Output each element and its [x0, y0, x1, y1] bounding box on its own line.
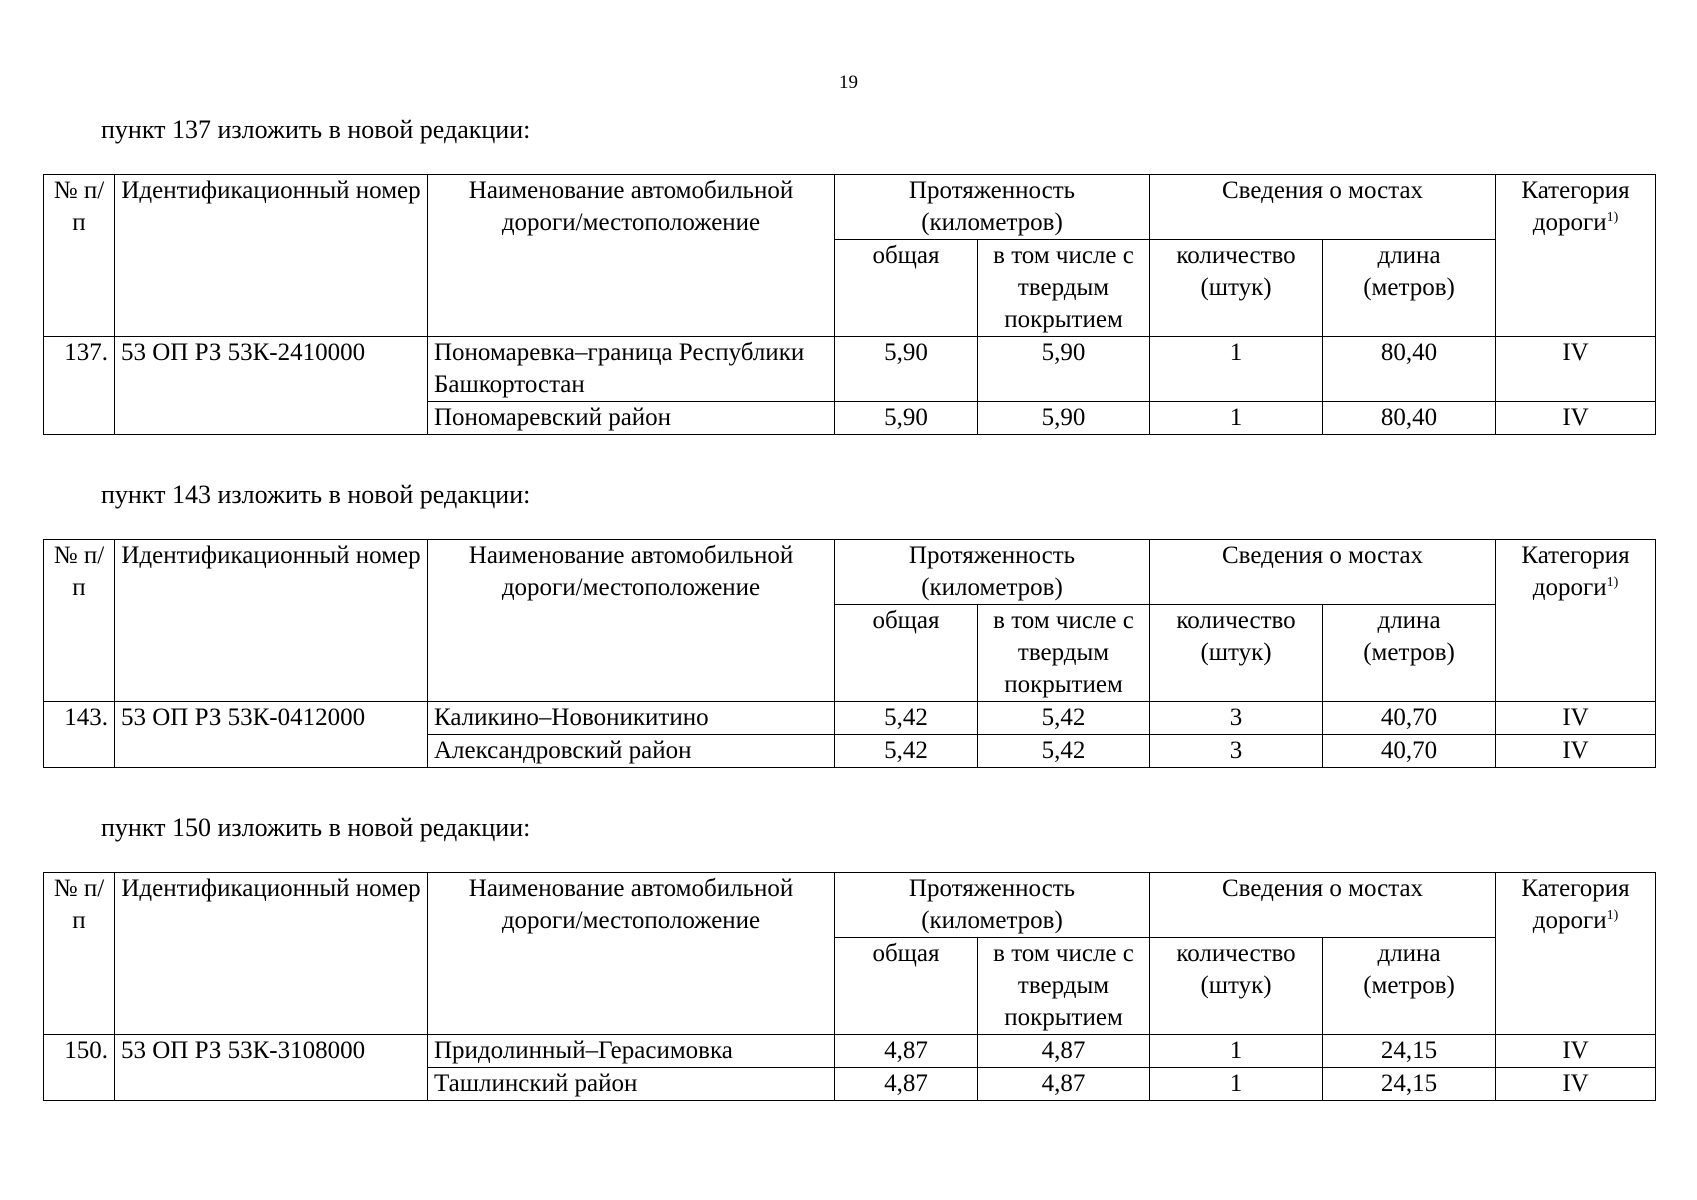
bridges-length: 40,70: [1323, 702, 1496, 735]
col-header-length-total: общая: [835, 605, 978, 702]
col-header-bridges: Сведения о мостах: [1150, 873, 1496, 938]
col-header-length-total: общая: [835, 938, 978, 1035]
header-row: [44, 540, 1656, 605]
col-header-category: Категория дороги$^{1)}$: [1496, 540, 1656, 702]
col-header-category: Категория дороги$^{1)}$: [1496, 175, 1656, 337]
col-header-length-paved: в том числе с твердым покрытием: [978, 605, 1150, 702]
footnote-mark: 1): [1606, 575, 1619, 590]
length-total: 5,42: [835, 735, 978, 768]
col-header-length: Протяженность (километров): [835, 873, 1150, 938]
col-header-bridges-count: количество (штук): [1150, 240, 1323, 337]
length-total: 5,90: [835, 402, 978, 435]
col-header-bridges-length: длина (метров): [1323, 938, 1496, 1035]
col-header-num: № п/п: [44, 540, 115, 702]
col-header-length: Протяженность (километров): [835, 175, 1150, 240]
table-row: [44, 702, 1656, 735]
col-header-name: Наименование автомобильной дороги/местоположение: [428, 873, 835, 1035]
length-paved: 5,90: [978, 337, 1150, 402]
roads-table: [43, 174, 1656, 435]
roads-table: [43, 539, 1656, 768]
col-header-length: Протяженность (километров): [835, 540, 1150, 605]
bridges-count: 3: [1150, 735, 1323, 768]
road-id: 53 ОП РЗ 53К-2410000: [115, 337, 428, 435]
road-location: Ташлинский район: [428, 1068, 835, 1101]
col-header-bridges: Сведения о мостах: [1150, 175, 1496, 240]
col-header-length-paved: в том числе с твердым покрытием: [978, 240, 1150, 337]
col-header-id: Идентификационный номер: [115, 873, 428, 1035]
length-paved: 4,87: [978, 1068, 1150, 1101]
col-header-num: № п/п: [44, 873, 115, 1035]
col-header-name: Наименование автомобильной дороги/местоположение: [428, 175, 835, 337]
road-id: 53 ОП РЗ 53К-3108000: [115, 1035, 428, 1101]
col-header-num: № п/п: [44, 175, 115, 337]
road-category: IV: [1496, 1035, 1656, 1068]
row-number: 150.: [44, 1035, 115, 1101]
road-id: 53 ОП РЗ 53К-0412000: [115, 702, 428, 768]
amendment-intro: пункт 137 изложить в новой редакции:: [101, 115, 531, 144]
amendment-section: [43, 811, 1655, 1101]
roads-table: [43, 872, 1656, 1101]
col-header-bridges-count: количество (штук): [1150, 605, 1323, 702]
row-number: 137.: [44, 337, 115, 435]
footnote-mark: 1): [1606, 210, 1619, 225]
length-paved: 4,87: [978, 1035, 1150, 1068]
length-paved: 5,90: [978, 402, 1150, 435]
road-location: Александровский район: [428, 735, 835, 768]
length-total: 5,42: [835, 702, 978, 735]
amendment-section: [43, 113, 1655, 435]
length-total: 4,87: [835, 1035, 978, 1068]
bridges-length: 80,40: [1323, 402, 1496, 435]
amendment-section: [43, 478, 1655, 768]
header-row: [44, 873, 1656, 938]
road-name: Придолинный–Герасимовка: [428, 1035, 835, 1068]
bridges-length: 80,40: [1323, 337, 1496, 402]
bridges-count: 1: [1150, 402, 1323, 435]
length-total: 4,87: [835, 1068, 978, 1101]
page-number: 19: [839, 72, 858, 93]
table-row: [44, 1035, 1656, 1068]
length-total: 5,90: [835, 337, 978, 402]
road-category: IV: [1496, 402, 1656, 435]
amendment-intro: пункт 150 изложить в новой редакции:: [101, 813, 531, 842]
bridges-length: 40,70: [1323, 735, 1496, 768]
length-paved: 5,42: [978, 702, 1150, 735]
col-header-length-paved: в том числе с твердым покрытием: [978, 938, 1150, 1035]
col-header-bridges-count: количество (штук): [1150, 938, 1323, 1035]
road-location: Пономаревский район: [428, 402, 835, 435]
amendment-intro: пункт 143 изложить в новой редакции:: [101, 480, 531, 509]
col-header-name: Наименование автомобильной дороги/местоположение: [428, 540, 835, 702]
col-header-id: Идентификационный номер: [115, 175, 428, 337]
road-category: IV: [1496, 1068, 1656, 1101]
bridges-count: 3: [1150, 702, 1323, 735]
row-number: 143.: [44, 702, 115, 768]
col-header-id: Идентификационный номер: [115, 540, 428, 702]
road-name: Пономаревка–граница Республики Башкортостан: [428, 337, 835, 402]
bridges-length: 24,15: [1323, 1035, 1496, 1068]
header-row: [44, 175, 1656, 240]
col-header-bridges-length: длина (метров): [1323, 605, 1496, 702]
footnote-mark: 1): [1606, 908, 1619, 923]
bridges-length: 24,15: [1323, 1068, 1496, 1101]
col-header-bridges-length: длина (метров): [1323, 240, 1496, 337]
bridges-count: 1: [1150, 1068, 1323, 1101]
table-row: [44, 337, 1656, 402]
col-header-length-total: общая: [835, 240, 978, 337]
road-category: IV: [1496, 735, 1656, 768]
road-name: Каликино–Новоникитино: [428, 702, 835, 735]
road-category: IV: [1496, 337, 1656, 402]
bridges-count: 1: [1150, 337, 1323, 402]
col-header-category: Категория дороги$^{1)}$: [1496, 873, 1656, 1035]
bridges-count: 1: [1150, 1035, 1323, 1068]
road-category: IV: [1496, 702, 1656, 735]
col-header-bridges: Сведения о мостах: [1150, 540, 1496, 605]
length-paved: 5,42: [978, 735, 1150, 768]
